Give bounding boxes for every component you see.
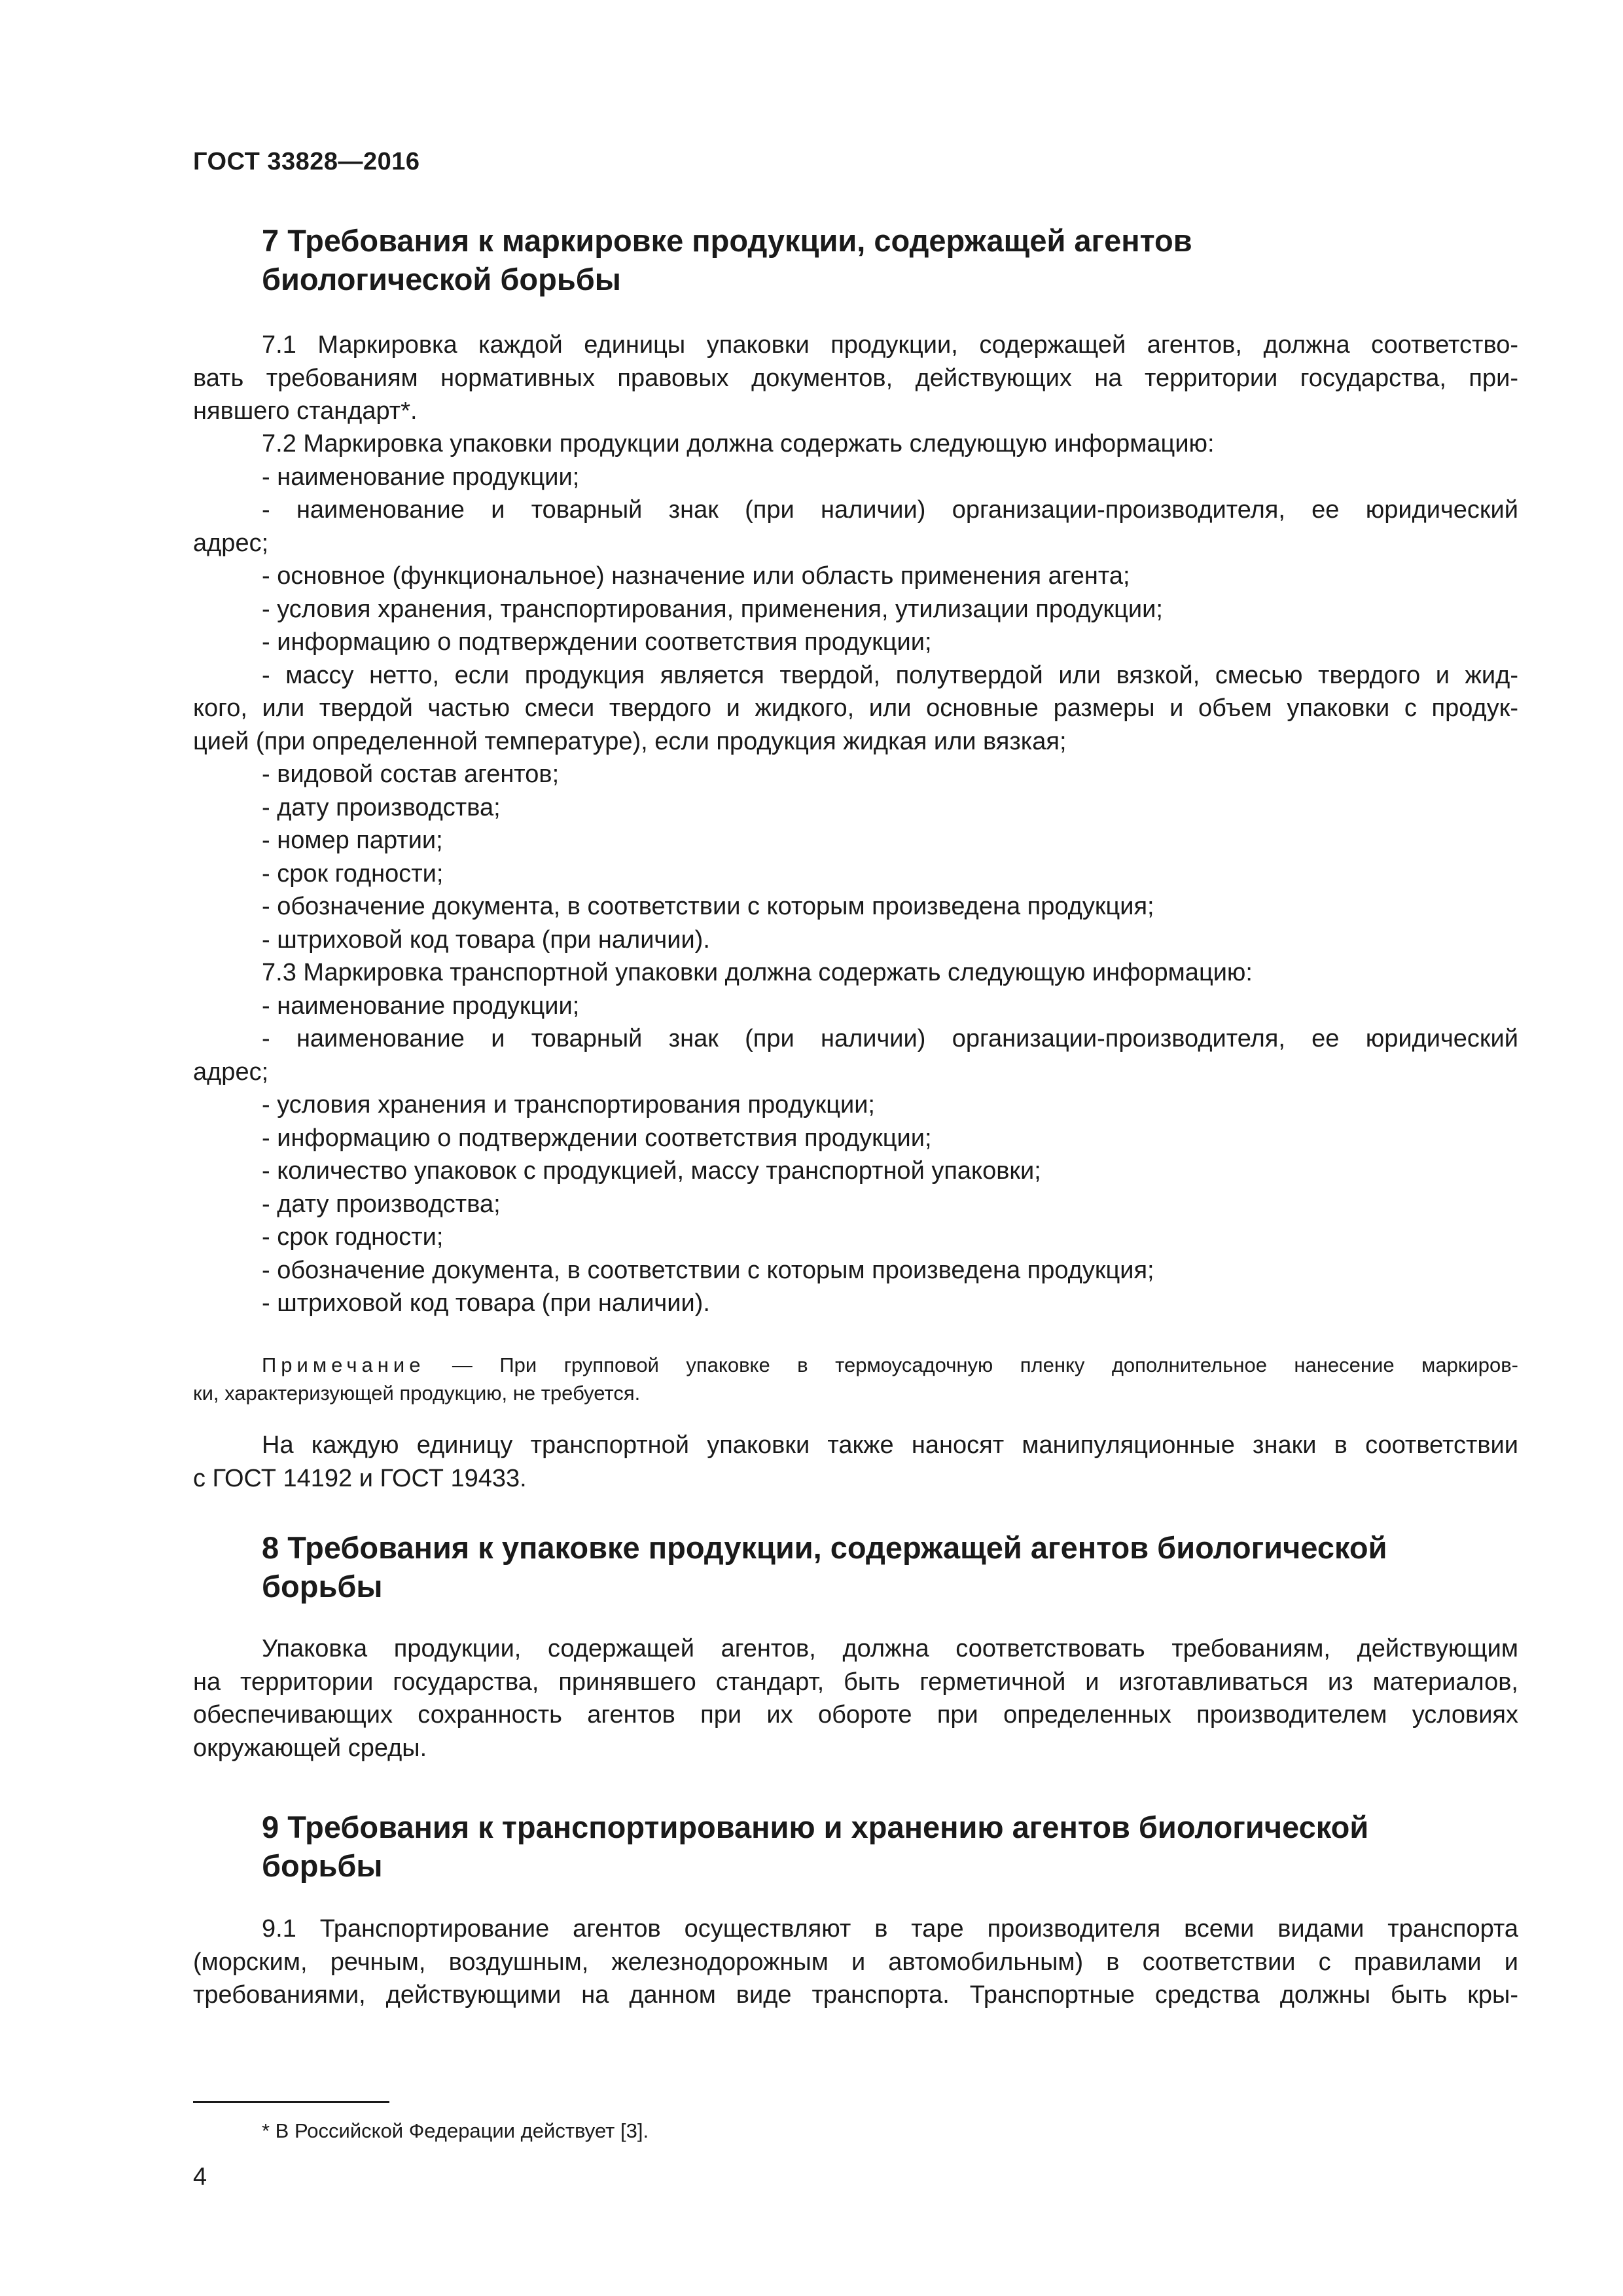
list-item: - обозначение документа, в соответствии с которым произведена продукция; (262, 893, 1154, 920)
list-item: - штриховой код товара (при наличии). (262, 925, 710, 954)
footnote-divider (193, 2101, 389, 2103)
list-item: - наименование продукции; (262, 463, 580, 491)
list-item: - условия хранения, транспортирования, применения, утилизации продукции; (262, 595, 1163, 623)
text-line: вать требованиям нормативных правовых документов, действующих на территории государства, при- (193, 364, 1518, 392)
list-item: - наименование и товарный знак (при наличии) организации-производителя, ее юридический (262, 1025, 1518, 1052)
text-line: требованиями, действующими на данном виде транспорта. Транспортные средства должны быть кры- (193, 1981, 1518, 2009)
list-item: - основное (функциональное) назначение или область применения агента; (262, 562, 1130, 590)
list-item-continuation: адрес; (193, 1058, 269, 1086)
section-9-heading (262, 1808, 1505, 1885)
document-page (193, 0, 1518, 2296)
list-item: - штриховой код товара (при наличии). (262, 1289, 710, 1317)
text-line: 7.1 Маркировка каждой единицы упаковки продукции, содержащей агентов, должна соответство- (262, 331, 1518, 359)
list-item: - количество упаковок с продукцией, массу транспортной упаковки; (262, 1157, 1041, 1185)
page-number: 4 (193, 2163, 207, 2191)
list-item-continuation: адрес; (193, 529, 269, 557)
list-item: - массу нетто, если продукция является твердой, полутвердой или вязкой, смесью твердого и жид- (262, 661, 1518, 689)
note-text: — При групповой упаковке в термоусадочную пленку дополнительное нанесение маркиров- (425, 1354, 1518, 1376)
text-line: 7.2 Маркировка упаковки продукции должна содержать следующую информацию: (262, 430, 1215, 457)
section-8-heading (262, 1528, 1505, 1605)
list-item: - обозначение документа, в соответствии с которым произведена продукция; (262, 1256, 1154, 1284)
list-item: - дату производства; (262, 1190, 501, 1218)
list-item: - наименование продукции; (262, 992, 580, 1020)
list-item-continuation: цией (при определенной температуре), если продукция жидкая или вязкая; (193, 727, 1067, 755)
paragraph-9-1 (193, 1912, 1518, 2012)
text-line: Упаковка продукции, содержащей агентов, должна соответствовать требованиям, действующим (262, 1635, 1518, 1662)
text-line: окружающей среды. (193, 1734, 427, 1762)
paragraph-7-1 (193, 329, 1518, 428)
footnote: * В Российской Федерации действует [3]. (262, 2119, 649, 2142)
text-line: с ГОСТ 14192 и ГОСТ 19433. (193, 1464, 527, 1492)
list-item: - дату производства; (262, 793, 501, 821)
list-item: - номер партии; (262, 827, 443, 854)
section-7-heading (262, 221, 1505, 298)
list-item: - наименование и товарный знак (при наличии) организации-производителя, ее юридический (262, 496, 1518, 524)
heading-line: борьбы (262, 1848, 383, 1883)
text-line: обеспечивающих сохранность агентов при их обороте при определенных производителем условиях (193, 1701, 1518, 1729)
text-line: 7.3 Маркировка транспортной упаковки должна содержать следующую информацию: (262, 959, 1253, 986)
heading-line: биологической борьбы (262, 262, 621, 296)
document-code: ГОСТ 33828—2016 (193, 148, 420, 175)
note (193, 1351, 1518, 1407)
heading-line: 9 Требования к транспортированию и хранению агентов биологической (262, 1810, 1369, 1844)
list-item-continuation: кого, или твердой частью смеси твердого и жидкого, или основные размеры и объем упаковки с продук- (193, 694, 1518, 722)
list-item: - срок годности; (262, 1223, 444, 1251)
text-line: нявшего стандарт*. (193, 397, 418, 425)
paragraph-7-3 (193, 956, 1518, 1320)
paragraph-8 (193, 1632, 1518, 1765)
heading-line: 7 Требования к маркировке продукции, содержащей агентов (262, 223, 1192, 258)
text-line: 9.1 Транспортирование агентов осуществляют в таре производителя всеми видами транспорта (262, 1915, 1518, 1943)
text-line: на территории государства, принявшего стандарт, быть герметичной и изготавливаться из материалов, (193, 1668, 1518, 1696)
note-line (193, 1351, 1518, 1379)
list-item: - информацию о подтверждении соответствия продукции; (262, 1124, 932, 1152)
list-item: - видовой состав агентов; (262, 761, 560, 788)
heading-line: борьбы (262, 1569, 383, 1604)
paragraph-7-2 (193, 427, 1518, 956)
heading-line: 8 Требования к упаковке продукции, содержащей агентов биологической (262, 1530, 1387, 1565)
note-label: Примечание (262, 1354, 425, 1376)
text-line: (морским, речным, воздушным, железнодорожным и автомобильным) в соответствии с правилами и (193, 1948, 1518, 1976)
list-item: - информацию о подтверждении соответствия продукции; (262, 628, 932, 656)
text-line: На каждую единицу транспортной упаковки также наносят манипуляционные знаки в соответствии (262, 1431, 1518, 1459)
list-item: - условия хранения и транспортирования продукции; (262, 1091, 875, 1119)
paragraph-markings (193, 1429, 1518, 1495)
note-line: ки, характеризующей продукцию, не требуется. (193, 1382, 641, 1405)
list-item: - срок годности; (262, 859, 444, 888)
